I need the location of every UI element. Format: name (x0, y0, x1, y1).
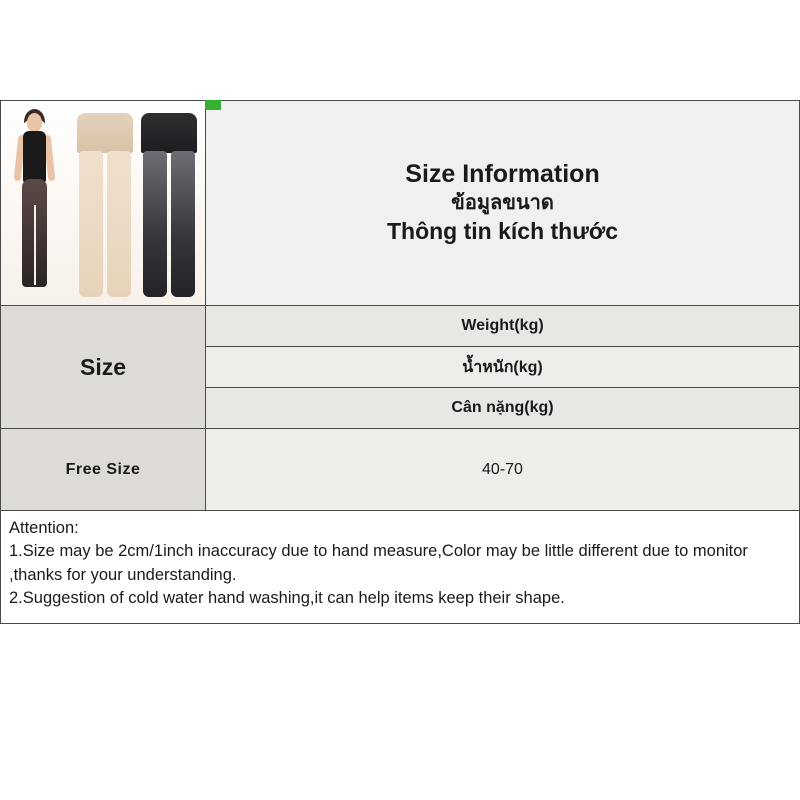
product-photo (1, 101, 206, 305)
column-header-weight-th: น้ำหนัก(kg) (206, 347, 799, 388)
title-english: Size Information (405, 159, 600, 188)
size-information-card (0, 100, 800, 648)
model-figure-icon (5, 109, 65, 301)
attention-block (0, 511, 800, 624)
column-header-size: Size (1, 306, 206, 428)
column-header-weight-vi: Cân nặng(kg) (206, 388, 799, 428)
legging-beige-icon (77, 113, 133, 297)
cell-weight-value: 40-70 (206, 429, 799, 510)
legging-grey-icon (141, 113, 197, 297)
cell-size-value: Free Size (1, 429, 206, 510)
attention-line-1: 1.Size may be 2cm/1inch inaccuracy due to hand measure,Color may be little different due to monitor ,thanks for your understanding. (9, 542, 748, 584)
title-thai: ข้อมูลขนาด (451, 192, 554, 215)
title-block (206, 101, 799, 305)
table-header-row (0, 305, 800, 428)
attention-line-2: 2.Suggestion of cold water hand washing,it can help items keep their shape. (9, 589, 565, 608)
table-row (0, 428, 800, 511)
column-header-weight-en: Weight(kg) (206, 306, 799, 347)
green-marker-tab (205, 100, 221, 110)
attention-heading: Attention: (9, 519, 79, 537)
card-header-row (0, 100, 800, 305)
title-vietnamese: Thông tin kích thước (386, 218, 619, 245)
column-header-weight-stack (206, 306, 799, 428)
